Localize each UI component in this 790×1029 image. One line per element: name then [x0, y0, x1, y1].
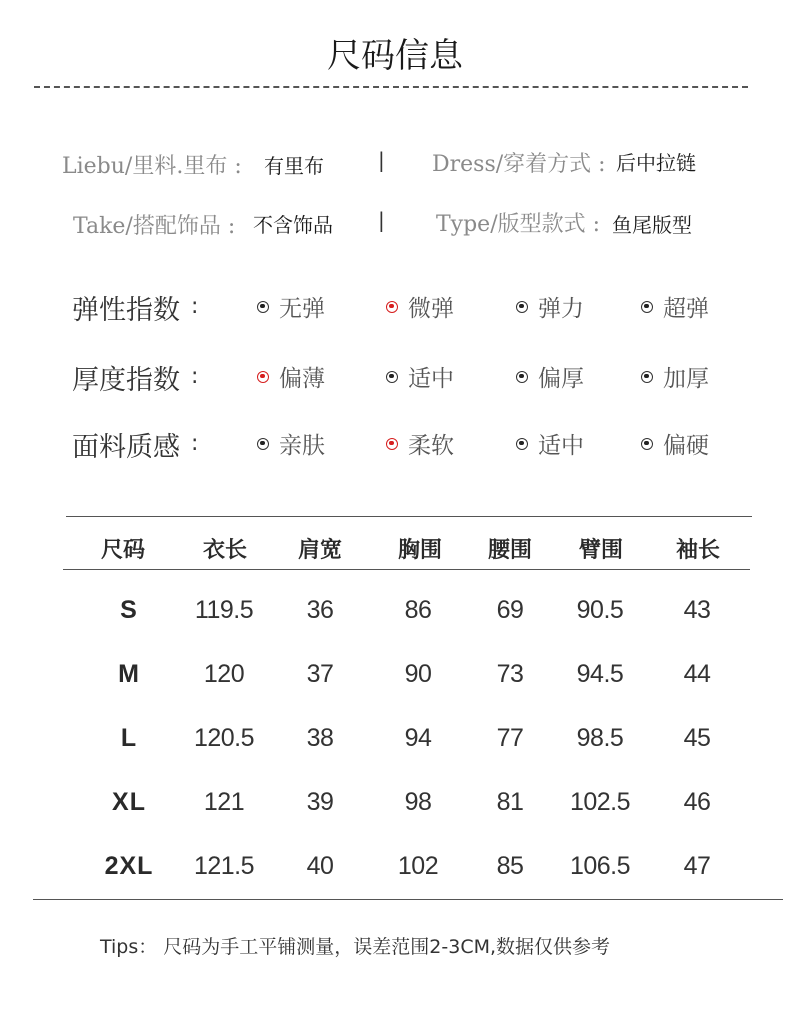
radio-selected-icon — [257, 371, 269, 383]
table-header-cell: 肩宽 — [297, 538, 342, 563]
table-cell: 46 — [683, 788, 711, 816]
index-option-label: 加厚 — [663, 366, 709, 392]
table-cell: 36 — [306, 596, 334, 624]
table-header-cell: 尺码 — [100, 538, 145, 563]
table-cell: 86 — [404, 596, 432, 624]
table-cell: 120.5 — [193, 724, 255, 752]
table-bottom-rule — [33, 899, 783, 900]
spec-accessory-value: 不含饰品 — [253, 213, 333, 237]
index-option-label: 微弹 — [408, 296, 454, 322]
radio-icon — [516, 371, 528, 383]
radio-icon — [516, 301, 528, 313]
table-top-rule — [66, 516, 752, 517]
table-cell: 121 — [203, 788, 245, 816]
table-cell: 90 — [404, 660, 432, 688]
table-cell: 47 — [683, 852, 711, 880]
table-header-cell: 臂围 — [578, 538, 623, 563]
size-label-cell: S — [120, 596, 138, 624]
spec-separator: | — [378, 148, 385, 172]
index-label: 弹性指数 — [72, 295, 180, 326]
table-cell: 106.5 — [569, 852, 631, 880]
spec-lining-value: 有里布 — [264, 154, 324, 178]
table-cell: 37 — [306, 660, 334, 688]
radio-icon — [641, 371, 653, 383]
index-option-label: 无弹 — [279, 296, 325, 322]
index-option-label: 偏厚 — [538, 366, 584, 392]
dashed-divider — [34, 86, 748, 88]
index-option[interactable] — [386, 427, 454, 460]
index-option-label: 亲肤 — [279, 433, 325, 459]
index-colon: : — [191, 364, 199, 389]
index-option[interactable] — [257, 360, 325, 393]
table-header-cell: 腰围 — [487, 538, 532, 563]
spec-lining-label: Liebu/里料.里布 : — [62, 154, 242, 179]
table-cell: 102 — [397, 852, 439, 880]
spec-wearing-value: 后中拉链 — [616, 151, 696, 175]
index-option-label: 适中 — [408, 366, 454, 392]
table-cell: 102.5 — [569, 788, 631, 816]
index-option-label: 柔软 — [408, 433, 454, 459]
table-header-cell: 袖长 — [675, 538, 720, 563]
radio-icon — [257, 438, 269, 450]
index-colon: : — [191, 294, 199, 319]
radio-icon — [641, 301, 653, 313]
index-option[interactable] — [516, 360, 584, 393]
table-cell: 69 — [496, 596, 524, 624]
index-option[interactable] — [516, 427, 584, 460]
table-cell: 90.5 — [576, 596, 624, 624]
radio-selected-icon — [386, 301, 398, 313]
size-label-cell: L — [120, 724, 138, 752]
table-cell: 43 — [683, 596, 711, 624]
table-cell: 39 — [306, 788, 334, 816]
radio-icon — [257, 301, 269, 313]
index-option-label: 偏硬 — [663, 433, 709, 459]
spec-separator: | — [378, 208, 385, 232]
table-cell: 44 — [683, 660, 711, 688]
table-header-rule — [63, 569, 750, 570]
table-cell: 81 — [496, 788, 524, 816]
table-cell: 38 — [306, 724, 334, 752]
table-cell: 94.5 — [576, 660, 624, 688]
table-cell: 85 — [496, 852, 524, 880]
index-option[interactable] — [257, 427, 325, 460]
tips-note: Tips： 尺码为手工平铺测量，误差范围2-3CM,数据仅供参考 — [100, 936, 611, 958]
index-option[interactable] — [386, 360, 454, 393]
table-cell: 119.5 — [194, 596, 254, 624]
radio-icon — [641, 438, 653, 450]
index-option[interactable] — [386, 290, 454, 323]
table-header-cell: 衣长 — [202, 538, 247, 563]
index-option[interactable] — [641, 290, 709, 323]
table-cell: 77 — [496, 724, 524, 752]
table-cell: 121.5 — [193, 852, 255, 880]
table-header-cell: 胸围 — [397, 538, 442, 563]
table-cell: 94 — [404, 724, 432, 752]
spec-accessory-label: Take/搭配饰品 : — [73, 214, 236, 239]
index-option-label: 适中 — [538, 433, 584, 459]
table-cell: 98 — [404, 788, 432, 816]
index-label: 面料质感 — [72, 432, 180, 463]
size-label-cell: M — [118, 660, 140, 688]
index-option-label: 超弹 — [663, 296, 709, 322]
table-cell: 40 — [306, 852, 334, 880]
table-cell: 120 — [203, 660, 245, 688]
index-label: 厚度指数 — [72, 365, 180, 396]
table-cell: 73 — [496, 660, 524, 688]
radio-icon — [516, 438, 528, 450]
size-label-cell: 2XL — [104, 852, 154, 880]
radio-selected-icon — [386, 438, 398, 450]
spec-type-label: Type/版型款式 : — [436, 212, 601, 237]
index-option-label: 弹力 — [538, 296, 584, 322]
index-option-label: 偏薄 — [279, 366, 325, 392]
size-label-cell: XL — [112, 788, 146, 816]
spec-wearing-label: Dress/穿着方式 : — [432, 152, 606, 177]
page-title: 尺码信息 — [327, 36, 463, 76]
index-colon: : — [191, 431, 199, 456]
index-option[interactable] — [641, 427, 709, 460]
spec-type-value: 鱼尾版型 — [612, 213, 692, 237]
table-cell: 98.5 — [576, 724, 624, 752]
index-option[interactable] — [257, 290, 325, 323]
index-option[interactable] — [641, 360, 709, 393]
table-cell: 45 — [683, 724, 711, 752]
index-option[interactable] — [516, 290, 584, 323]
radio-icon — [386, 371, 398, 383]
